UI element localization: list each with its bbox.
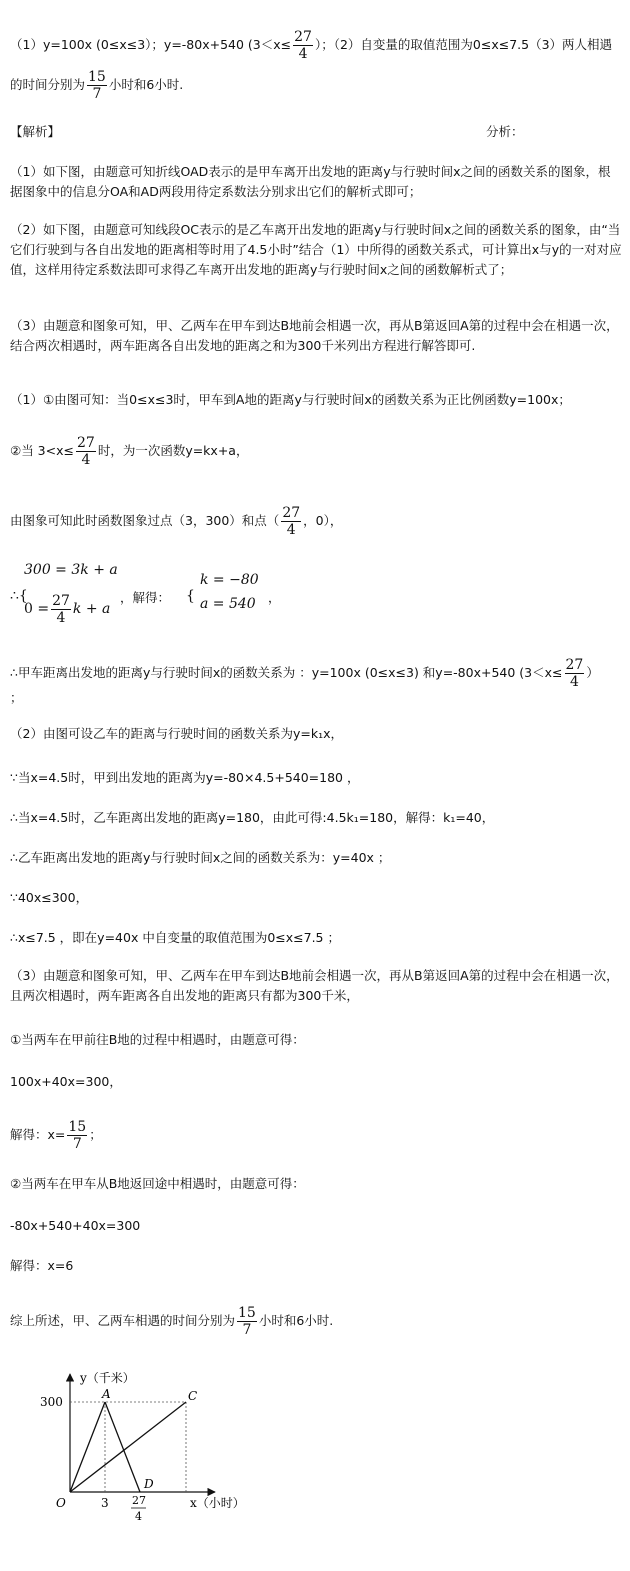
tick-27-num: 27	[132, 1494, 146, 1507]
fraction: $\frac{15}{7}$	[68, 1119, 87, 1152]
answer-text: 小时和6小时.	[108, 77, 184, 92]
fraction: $\frac{27}{4}$	[52, 593, 70, 626]
sol-10: ∴x≤7.5 ，即在y=40x 中自变量的取值范围为0≤x≤7.5 ；	[10, 930, 340, 945]
sol-6: ∵当x=4.5时，甲到出发地的距离为y=-80×4.5+540=180 ，	[10, 770, 360, 785]
segment-ad	[105, 1402, 140, 1492]
point-c-label: C	[188, 1389, 198, 1403]
fraction: $\frac{27}{4}$	[565, 657, 584, 690]
jiexi-title: 【解析】	[10, 124, 61, 139]
fraction: $\frac{27}{4}$	[282, 505, 301, 538]
tick-3: 3	[101, 1496, 109, 1510]
therefore-brace: ∴{	[10, 588, 28, 604]
sol-8: ∴乙车距离出发地的距离y与行驶时间x之间的函数关系为：y=40x ；	[10, 850, 391, 865]
sol-1: （1）①由图可知：当0≤x≤3时，甲车到A地的距离y与行驶时间x的函数关系为正比例函数y=100x；	[10, 392, 571, 407]
answer-line-2	[10, 70, 622, 101]
answer-line-1	[10, 30, 622, 61]
sol-17: 解得：x=6	[10, 1258, 74, 1273]
tick-300: 300	[40, 1395, 63, 1409]
tick-27-den: 4	[135, 1510, 142, 1523]
point-a-label: A	[102, 1387, 111, 1401]
fraction: $\frac{15}{7}$	[238, 1305, 256, 1338]
fraction: $\frac{27}{4}$	[76, 435, 95, 468]
fraction: $\frac{27}{4}$	[294, 29, 312, 62]
result-2: a = 540	[200, 596, 256, 612]
function-graph	[10, 1370, 280, 1550]
analysis-2: （2）如下图，由题意可知线段OC表示的是乙车离开出发地的距离y与行驶时间x之间的函数关系的图象，由“当它们行驶到与各自出发地的距离相等时用了4.5小时”结合（1）中所得的函数关系式，可计算出x与y的一对对应值，这样用待定系数法即可求得乙车离开出发地的距离y与行驶时间x之间的函数解析式了；	[10, 222, 622, 277]
sol-2: ②当 3<x≤ $\frac{27}{4}$ 时，为一次函数y=kx+a，	[10, 435, 249, 468]
sol-9: ∵40x≤300，	[10, 890, 89, 905]
sol-4-end: ；	[10, 690, 23, 705]
analysis-1: （1）如下图，由题意可知折线OAD表示的是甲车离开出发地的距离y与行驶时间x之间的函数关系的图象，根据图象中的信息分OA和AD两段用待定系数法分别求出它们的解析式即可；	[10, 164, 611, 199]
sol-7: ∴当x=4.5时，乙车距离出发地的距离y=180，由此可得:4.5k₁=180，解得：k₁=40，	[10, 810, 495, 825]
equation-1: 300 = 3k + a	[24, 562, 118, 578]
sol-18: 综上所述，甲、乙两车相遇的时间分别为 $\frac{15}{7}$ 小时和6小时.	[10, 1305, 334, 1338]
equation-2: 0 = $\frac{27}{4}$ k + a	[24, 593, 111, 626]
analysis-3: （3）由题意和图象可知，甲、乙两车在甲车到达B地前会相遇一次，再从B第返回A第的过程中会在相遇一次，结合两次相遇时，两车距离各自出发地的距离之和为300千米列出方程进行解答即可.	[10, 318, 619, 353]
fenxi-label: 分析：	[486, 124, 524, 139]
sol-3: 由图象可知此时函数图象过点（3，300）和点（ $\frac{27}{4}$ ，0），	[10, 505, 343, 538]
solve-label: ，解得：	[120, 590, 171, 605]
result-1: k = −80	[200, 572, 259, 588]
sol-14: 解得：x= $\frac{15}{7}$ ；	[10, 1119, 102, 1152]
y-axis-label: y（千米）	[80, 1371, 135, 1385]
result-end: ，	[268, 590, 281, 605]
sol-15: ②当两车在甲车从B地返回途中相遇时，由题意可得：	[10, 1176, 305, 1191]
answer-text: 的时间分别为	[10, 77, 86, 92]
point-d-label: D	[144, 1477, 154, 1491]
equation-system	[10, 560, 330, 630]
sol-4: ∴甲车距离出发地的距离y与行驶时间x的函数关系为 ：y=100x (0≤x≤3) 和y=-80x+540 (3＜x≤ $\frac{27}{4}$ ）	[10, 657, 599, 690]
result-brace: {	[186, 588, 195, 604]
x-axis-label: x（小时）	[190, 1496, 245, 1510]
sol-16: -80x+540+40x=300	[10, 1218, 141, 1233]
sol-11: （3）由题意和图象可知，甲、乙两车在甲车到达B地前会相遇一次，再从B第返回A第的过程中会在相遇一次，且两次相遇时，两车距离各自出发地的距离只有都为300千米，	[10, 968, 619, 1003]
origin-label: O	[56, 1496, 66, 1510]
answer-text: ）；（2）自变量的取值范围为0≤x≤7.5（3）两人相遇	[314, 37, 613, 52]
sol-13: 100x+40x=300，	[10, 1074, 122, 1089]
answer-text: （1）y=100x (0≤x≤3）；y=-80x+540 (3＜x≤	[10, 37, 292, 52]
sol-5: （2）由图可设乙车的距离与行驶时间的函数关系为y=k₁x，	[10, 726, 343, 741]
fraction: $\frac{15}{7}$	[88, 69, 106, 102]
sol-12: ①当两车在甲前往B地的过程中相遇时，由题意可得：	[10, 1032, 305, 1047]
